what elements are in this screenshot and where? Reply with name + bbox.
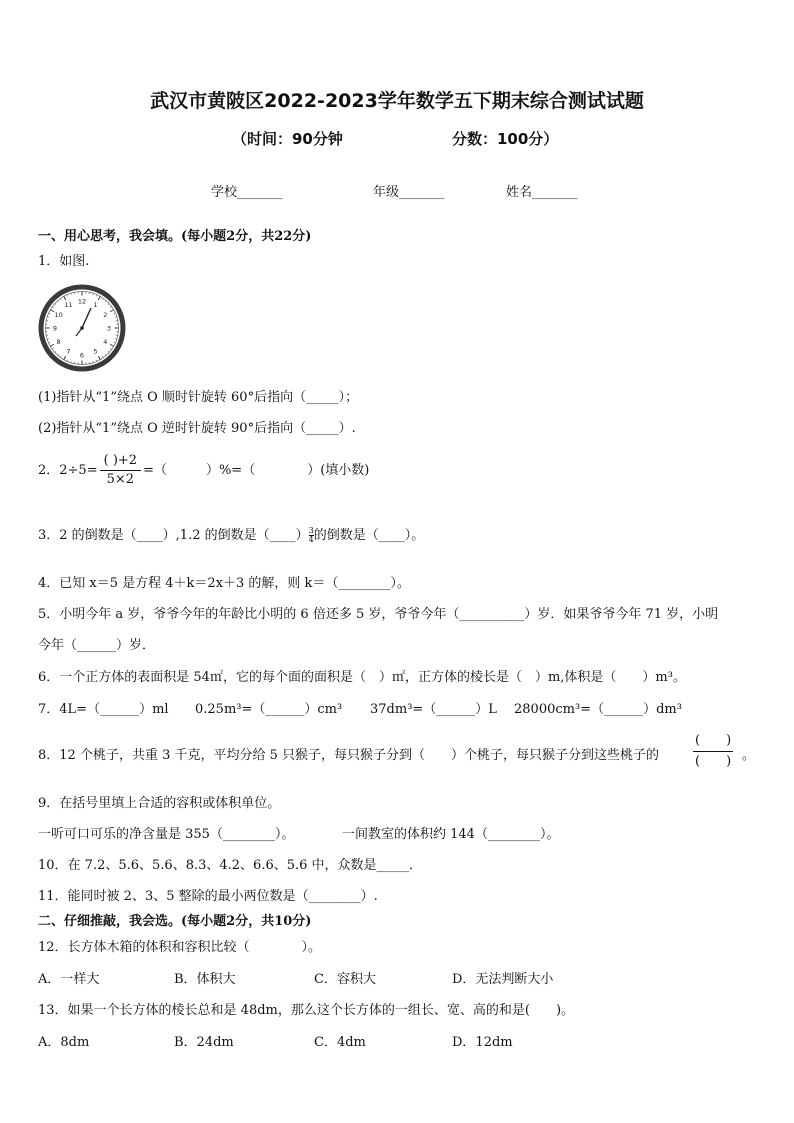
clock-figure <box>38 284 126 372</box>
question-10: 10．在 7.2、5.6、5.6、8.3、4.2、6.6、5.6 中，众数是_____． <box>38 858 423 873</box>
question-3-text-b: 的倒数是（____）。 <box>313 528 425 543</box>
question-5-line-2: 今年（______）岁． <box>38 638 156 653</box>
clock-number: 4 <box>103 337 108 346</box>
question-2-numerator: ( )+2 <box>100 452 141 471</box>
page-title: 武汉市黄陂区2022-2023学年数学五下期末综合测试试题 <box>150 90 644 112</box>
question-6: 6．一个正方体的表面积是 54㎡，它的每个面的面积是（ ）㎡，正方体的棱长是（ ）m,体积是（ ）m³。 <box>38 670 686 685</box>
question-7-a: 7．4L=（______）ml <box>38 702 169 717</box>
question-5-line-1: 5．小明今年 a 岁，爷爷今年的年龄比小明的 6 倍还多 5 岁，爷爷今年（__________）岁．如果爷爷今年 71 岁，小明 <box>38 607 719 622</box>
question-12-option-a: A．一样大 <box>38 972 100 987</box>
question-3-text-a: 3．2 的倒数是（____）,1.2 的倒数是（____） <box>38 528 309 543</box>
question-12-option-b: B．体积大 <box>174 972 236 987</box>
question-3-frac-num: 3 <box>308 526 314 535</box>
exam-score: 分数：100分） <box>452 130 559 148</box>
name-field: 姓名_______ <box>506 185 578 200</box>
question-7-d: 28000cm³=（______）dm³ <box>514 702 682 717</box>
question-2-suffix: =（ ）%=（ ）(填小数) <box>143 463 370 478</box>
question-8-frac-den: ( ) <box>695 754 732 769</box>
question-7-c: 37dm³=（______）L <box>370 702 497 717</box>
question-13-option-d: D．12dm <box>452 1035 513 1050</box>
section-1-heading: 一、用心思考，我会填。(每小题2分，共22分) <box>38 229 312 244</box>
section-2-heading: 二、仔细推敲，我会选。(每小题2分，共10分) <box>38 914 312 929</box>
question-11: 11．能同时被 2、3、5 整除的最小两位数是（________）. <box>38 889 378 904</box>
clock-number: 12 <box>77 297 87 306</box>
question-13-option-c: C．4dm <box>314 1035 366 1050</box>
question-2 <box>38 452 369 489</box>
question-8-text: 8．12 个桃子，共重 3 千克，平均分给 5 只猴子，每只猴子分到（ ）个桃子，每只猴子分到这些桃子的 <box>38 748 660 763</box>
question-8-frac-num: ( ) <box>693 731 733 752</box>
question-3 <box>38 524 424 544</box>
question-13-stem: 13．如果一个长方体的棱长总和是 48dm，那么这个长方体的一组长、宽、高的和是( )。 <box>38 1003 575 1018</box>
clock-number: 9 <box>52 324 58 333</box>
clock-number: 10 <box>54 310 63 319</box>
question-8-fraction <box>693 731 733 772</box>
question-9-stem: 9．在括号里填上合适的容积或体积单位。 <box>38 796 281 811</box>
clock-number: 1 <box>93 300 98 309</box>
clock-number: 2 <box>103 310 108 319</box>
question-2-denominator: 5×2 <box>106 472 135 487</box>
clock-number: 11 <box>64 300 73 309</box>
exam-time: （时间：90分钟 <box>232 130 343 148</box>
question-9-a: 一听可口可乐的净含量是 355（________）。 <box>38 827 295 842</box>
question-2-fraction <box>100 452 141 489</box>
question-12-option-d: D．无法判断大小 <box>452 972 554 987</box>
question-12-option-c: C．容积大 <box>314 972 376 987</box>
question-3-frac-den: 4 <box>308 535 314 544</box>
clock-center-o <box>80 326 84 330</box>
question-7-b: 0.25m³=（______）cm³ <box>195 702 343 717</box>
question-1-part-1: (1)指针从“1”绕点 O 顺时针旋转 60°后指向（_____）； <box>38 390 359 405</box>
question-9-b: 一间教室的体积约 144（________）。 <box>342 827 560 842</box>
question-1-stem: 1．如图. <box>38 254 90 269</box>
question-4: 4．已知 x＝5 是方程 4＋k＝2x＋3 的解，则 k＝（________）。 <box>38 576 410 591</box>
clock-number: 5 <box>93 347 98 356</box>
question-13-option-b: B．24dm <box>174 1035 234 1050</box>
clock-number: 3 <box>106 324 112 333</box>
question-1-part-2: (2)指针从“1”绕点 O 逆时针旋转 90°后指向（_____）. <box>38 421 356 436</box>
clock-number: 7 <box>66 347 71 356</box>
clock-number: 6 <box>79 351 85 360</box>
school-field: 学校_______ <box>211 185 283 200</box>
question-12-stem: 12．长方体木箱的体积和容积比较（ ）。 <box>38 940 322 955</box>
question-13-option-a: A．8dm <box>38 1035 90 1050</box>
grade-field: 年级_______ <box>373 185 445 200</box>
question-2-prefix: 2．2÷5= <box>38 463 98 478</box>
question-8-end: 。 <box>742 748 756 763</box>
clock-number: 8 <box>56 337 61 346</box>
